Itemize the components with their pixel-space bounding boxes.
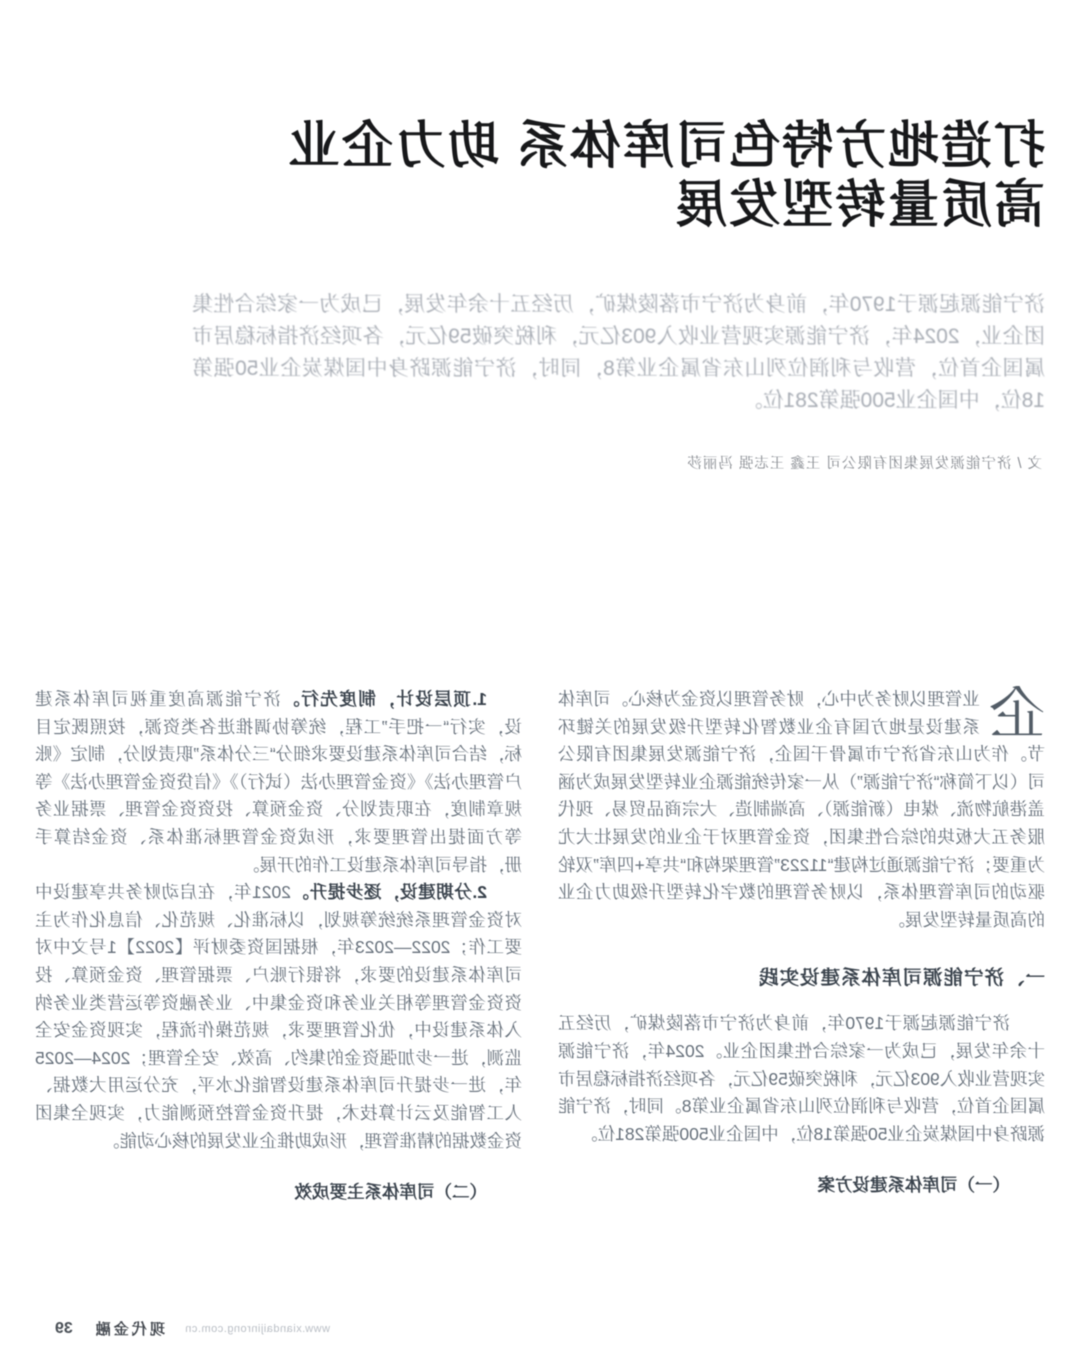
section-heading-1: 一、济宁能源司库体系建设实践 (757, 967, 1045, 990)
magazine-name: 现代金融 (92, 1321, 165, 1338)
magazine-url: www.xiandaijinrong.com.cn (184, 1322, 330, 1335)
article-title (33, 116, 1045, 234)
article-byline: 文 / 济宁能源发展集团有限公司 王鑫 王志强 冯丽莎 (686, 456, 1042, 472)
paragraph-text: 2021年，在启动财务共享建设中对资金管理系统统筹规划，以标准化、规范化、信息化作为主要工作；2022—2023年，根据国资委财评【2022】1号文中对司库体系建设的要求，将银行账户、票据管理、资金预算、投资资金管理等相关业务和资金集中、业务融资等运营类业务纳入体系建设中，优化管理要求，规范操作流程，实现资金安全监测，进一步加强资金的集约、高效、安全管理；2024—2025年，进一步提升司库体系建设智能化水平，充分运用大数据、人工智能及云计算技术，提升资金管控预测能力，实现全集团资金数据的精准管理，形成助推企业发展的核心动能。 (35, 882, 522, 1151)
paragraph-phased-construction (35, 879, 522, 1155)
drop-cap: 企 (989, 686, 1045, 745)
article-title-line1: 打造地方特色司库体系 助力企业 (286, 117, 1045, 174)
paragraph-company-intro: 济宁能源起源于1970年，前身为济宁市落陵煤矿，历经五十余年发展，已成为一家综合性集团企业。2024年，济宁能源实现营业收入903亿元，利税突破59亿元，各项经济指标稳居市属国企首位，营收与利润位列山东省属企业第8。同时，济宁能源跻身中国煤炭企业50强第18位，中国企业500强第281位。 (558, 1013, 1045, 1144)
page-footer (55, 1318, 1045, 1339)
article-abstract: 济宁能源起源于1970年，前身为济宁市落陵煤矿，历经五十余年发展，已成为一家综合性集团企业，2024年，济宁能源实现营业收入903亿元，利税突破59亿元，各项经济指标稳居市属国企首位，营收与利润位列山东省属企业第8，同时，济宁能源跻身中国煤炭企业50强第18位，中国企业500强第281位。 (192, 293, 1045, 412)
article-body (35, 686, 1045, 1264)
sub-heading-results: （二）司库体系主要成效 (294, 1182, 487, 1203)
paragraph-lead-bold: 2.分期建设，逐步提升。 (290, 882, 487, 903)
sub-heading-plan: （一）司库体系建设方案 (817, 1175, 1010, 1196)
lead-paragraph (558, 686, 1045, 934)
lead-paragraph-text: 业管理以财务为中心，财务管理以资金为核心。司库体系建设是地方国有企业数智化转型升级发展的关键环节。作为山东省济宁市属骨干国企，济宁能源发展集团有限公司（以下简称“济宁能源”）从一家传统能源企业转型发展成为涵盖港航物流、煤电（新能源）、高端制造、大宗商品贸易、现代服务五大板块的综合性集团，资金管理对于企业的发展壮大尤为重要；济宁能源通过构建“11223”管理架构和“共享+四库”双轮驱动的司库管理体系，以财务管理的数字化转型升级助力企业的高质量转型发展。 (558, 689, 1045, 930)
page-number: 39 (55, 1319, 73, 1337)
paragraph-lead-bold: 1.顶层设计，制度先行。 (280, 689, 487, 709)
article-title-line2: 高质量转型发展 (673, 176, 1045, 233)
paragraph-text: 济宁能源高度重视司库体系建设，实行“一把手”工程，统筹协调推进各类资源，按照既定目标，结合司库体系建设要求细分“三分体系”职责划分，制定《账户管理办法》《资金管理办法（试行）》《信贷资金管理办法》等规章制度，在职责划分、资金预算、投资资金管理、票据业务等方面提出管理要求，形成资金管理标准体系、资金结算手册，指导司库体系建设工作的开展。 (35, 689, 522, 875)
paragraph-top-level-design (35, 686, 522, 879)
